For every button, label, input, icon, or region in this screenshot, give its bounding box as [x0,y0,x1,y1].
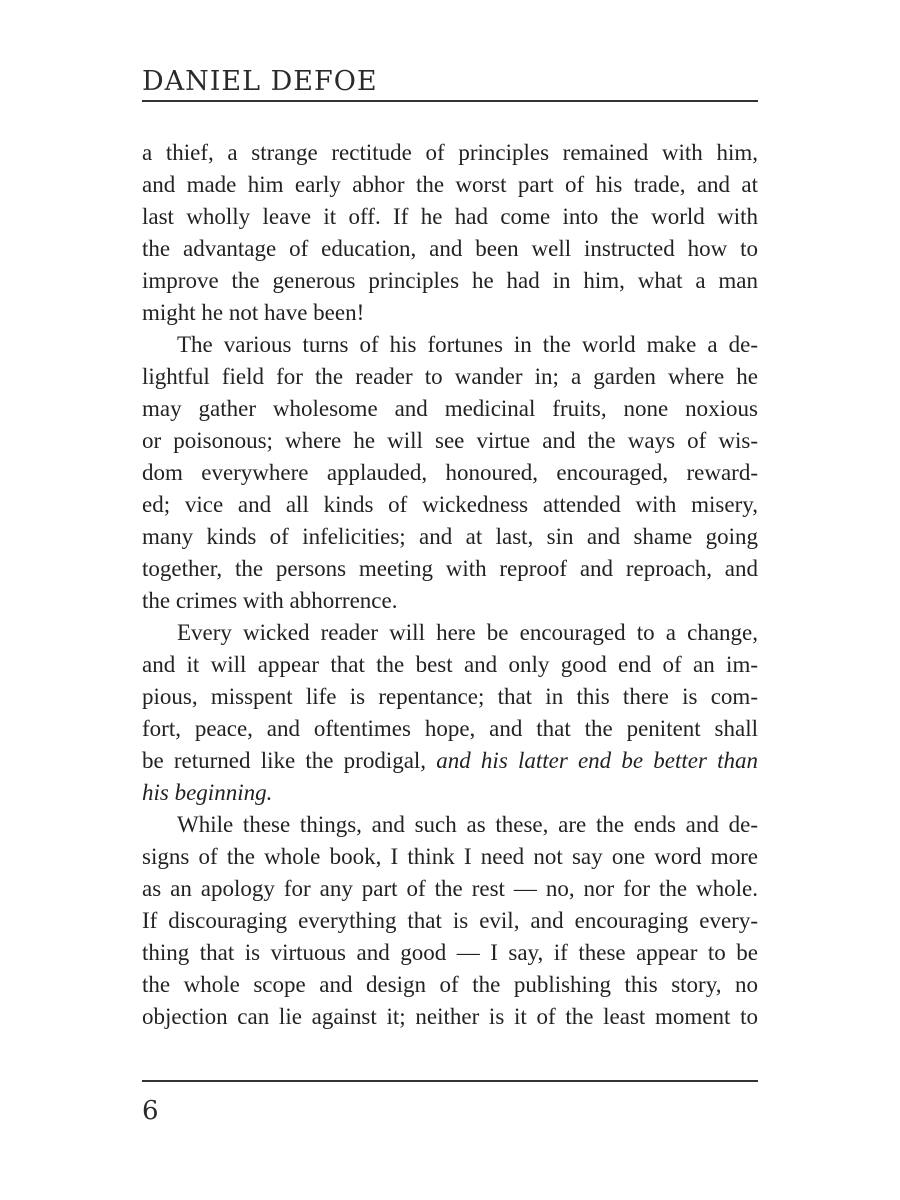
text-line: many kinds of infelicities; and at last, sin and shame going [142,524,758,549]
text-line: While these things, and such as these, are the ends and de- [177,812,758,837]
page-number: 6 [142,1096,159,1126]
text-line-mixed [142,745,758,777]
text-line: lightful field for the reader to wander in; a garden where he [142,364,758,389]
text-line: last wholly leave it off. If he had come into the world with [142,204,758,229]
text-line: If discouraging everything that is evil, and encouraging every- [142,908,758,933]
text-line: signs of the whole book, I think I need not say one word more [142,844,758,869]
text-line: a thief, a strange rectitude of principles remained with him, [142,140,758,165]
text-line: dom everywhere applauded, honoured, encouraged, reward- [142,460,758,485]
text-line: ed; vice and all kinds of wickedness attended with misery, [142,492,758,517]
text-line: fort, peace, and oftentimes hope, and that the penitent shall [142,716,758,741]
header-rule [142,100,758,102]
text-line: thing that is virtuous and good — I say, if these appear to be [142,940,758,965]
text-line: The various turns of his fortunes in the world make a de- [177,332,758,357]
text-line: as an apology for any part of the rest — no, nor for the whole. [142,876,758,901]
text-line: and it will appear that the best and only good end of an im- [142,652,758,677]
text-line: and made him early abhor the worst part of his trade, and at [142,172,758,197]
body-text [142,137,758,1033]
text-segment: be returned like the prodigal, [142,748,437,773]
text-line: or poisonous; where he will see virtue and the ways of wis- [142,428,758,453]
text-line: the crimes with abhorrence. [142,588,398,613]
text-line: the whole scope and design of the publishing this story, no [142,972,758,997]
text-line: pious, misspent life is repentance; that in this there is com- [142,684,758,709]
footer-rule [142,1080,758,1082]
text-line: the advantage of education, and been well instructed how to [142,236,758,261]
text-line: may gather wholesome and medicinal fruits, none noxious [142,396,758,421]
text-line: Every wicked reader will here be encouraged to a change, [177,620,758,645]
text-line: improve the generous principles he had in him, what a man [142,268,758,293]
italic-text-line: his beginning. [142,780,273,805]
italic-text: and his latter end be better than [436,748,758,773]
text-line: might he not have been! [142,300,365,325]
text-line: objection can lie against it; neither is it of the least moment to [142,1004,758,1029]
text-line: together, the persons meeting with reproof and reproach, and [142,556,758,581]
running-head: DANIEL DEFOE [142,66,378,97]
